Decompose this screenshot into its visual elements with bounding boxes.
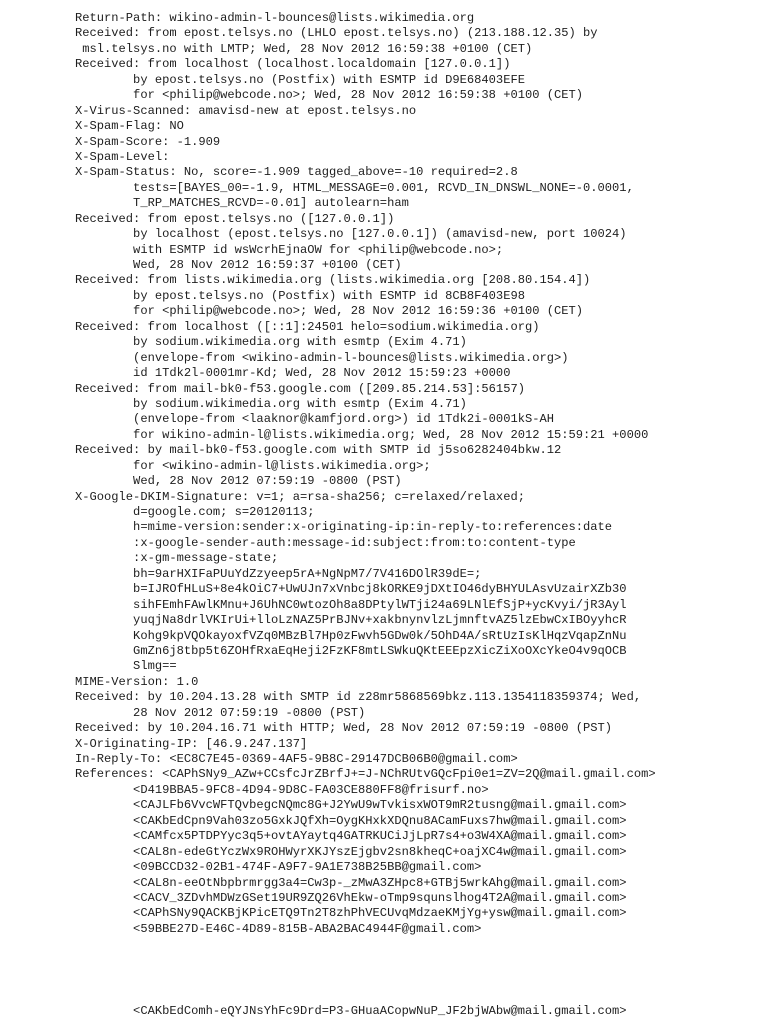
header-line: <59BBE27D-E46C-4D89-815B-ABA2BAC4944F@gmail.com> [75, 921, 482, 936]
header-line: X-Google-DKIM-Signature: v=1; a=rsa-sha256; c=relaxed/relaxed; [75, 489, 525, 504]
header-line: Received: by mail-bk0-f53.google.com with SMTP id j5so6282404bkw.12 [75, 443, 562, 458]
header-line: X-Virus-Scanned: amavisd-new at epost.telsys.no [75, 103, 417, 118]
header-line: Received: from localhost (localhost.localdomain [127.0.0.1]) [75, 57, 511, 72]
references-trailer-line: <CAKbEdComh-eQYJNsYhFc9Drd=P3-GHuaACopwNuP_JF2bjWAbw@mail.gmail.com> [75, 1004, 627, 1018]
header-line: References: <CAPhSNy9_AZw+CCsfcJrZBrfJ+=J-NChRUtvGQcFpi0e1=ZV=2Q@mail.gmail.com> [75, 767, 656, 782]
header-line: <CAMfcx5PTDPYyc3q5+ovtAYaytq4GATRKUCiJjLpR7s4+o3W4XA@mail.gmail.com> [75, 829, 627, 844]
header-line: Received: from mail-bk0-f53.google.com ([209.85.214.53]:56157) [75, 381, 525, 396]
header-line: :x-google-sender-auth:message-id:subject:from:to:content-type [75, 535, 576, 550]
header-line: Received: from localhost ([::1]:24501 helo=sodium.wikimedia.org) [75, 319, 540, 334]
header-line: Received: from epost.telsys.no ([127.0.0.1]) [75, 211, 395, 226]
header-line: (envelope-from <wikino-admin-l-bounces@lists.wikimedia.org>) [75, 350, 569, 365]
header-line: <CAJLFb6VvcWFTQvbegcNQmc8G+J2YwU9wTvkisxWOT9mR2tusng@mail.gmail.com> [75, 798, 627, 813]
header-line: for wikino-admin-l@lists.wikimedia.org; Wed, 28 Nov 2012 15:59:21 +0000 [75, 427, 649, 442]
header-line: X-Spam-Flag: NO [75, 119, 184, 134]
header-line: id 1Tdk2l-0001mr-Kd; Wed, 28 Nov 2012 15:59:23 +0000 [75, 366, 511, 381]
header-line: :x-gm-message-state; [75, 551, 279, 566]
header-line: <CAPhSNy9QACKBjKPicETQ9Tn2T8zhPhVECUvqMdzaeKMjYg+ysw@mail.gmail.com> [75, 906, 627, 921]
header-line: with ESMTP id wsWcrhEjnaOW for <philip@webcode.no>; [75, 242, 504, 257]
header-line: T_RP_MATCHES_RCVD=-0.01] autolearn=ham [75, 196, 409, 211]
header-line: tests=[BAYES_00=-1.9, HTML_MESSAGE=0.001, RCVD_IN_DNSWL_NONE=-0.0001, [75, 180, 634, 195]
header-line: Wed, 28 Nov 2012 16:59:37 +0100 (CET) [75, 258, 402, 272]
header-line: yuqjNa8drlVKIrUi+lloLzNAZ5PrBJNv+xakbnynvlzLjmnftvAZ5lzEbwCxIBOyyhcR [75, 613, 627, 628]
header-line: <CACV_3ZDvhMDWzGSet19UR9ZQ26VhEkw-oTmp9squnslhog4T2A@mail.gmail.com> [75, 890, 627, 905]
header-line: Received: from lists.wikimedia.org (lists.wikimedia.org [208.80.154.4]) [75, 273, 591, 288]
header-line: Kohg9kpVQOkayoxfVZq0MBzBl7Hp0zFwvh5GDw0k/5OhD4A/sRtUzIsKlHqzVqapZnNu [75, 628, 627, 643]
header-line: by epost.telsys.no (Postfix) with ESMTP id D9E68403EFE [75, 72, 525, 87]
header-line: d=google.com; s=20120113; [75, 505, 315, 519]
header-line: MIME-Version: 1.0 [75, 674, 199, 689]
header-line: for <wikino-admin-l@lists.wikimedia.org>; [75, 458, 431, 473]
header-line: <CAL8n-eeOtNbpbrmrgg3a4=Cw3p-_zMwA3ZHpc8+GTBj5wrkAhg@mail.gmail.com> [75, 875, 627, 890]
header-line: Received: by 10.204.13.28 with SMTP id z28mr5868569bkz.113.1354118359374; Wed, [75, 690, 642, 705]
header-line: msl.telsys.no with LMTP; Wed, 28 Nov 2012 16:59:38 +0100 (CET) [75, 41, 533, 56]
email-header-block [75, 11, 656, 937]
header-line: <D419BBA5-9FC8-4D94-9D8C-FA03CE880FF8@frisurf.no> [75, 782, 489, 797]
header-line: b=IJROfHLuS+8e4kOiC7+UwUJn7xVnbcj8kORKE9jDXtIO46dyBHYULAsvUzairXZb30 [75, 582, 627, 597]
header-line: for <philip@webcode.no>; Wed, 28 Nov 2012 16:59:36 +0100 (CET) [75, 304, 584, 319]
header-line: Received: by 10.204.16.71 with HTTP; Wed, 28 Nov 2012 07:59:19 -0800 (PST) [75, 721, 613, 736]
header-line: by localhost (epost.telsys.no [127.0.0.1]) (amavisd-new, port 10024) [75, 227, 627, 242]
header-line: Slmg== [75, 659, 177, 674]
header-line: <09BCCD32-02B1-474F-A9F7-9A1E738B25BB@gmail.com> [75, 860, 482, 875]
header-line: X-Spam-Score: -1.909 [75, 134, 221, 149]
header-line: by sodium.wikimedia.org with esmtp (Exim 4.71) [75, 396, 467, 411]
header-line: X-Originating-IP: [46.9.247.137] [75, 736, 308, 751]
header-line: Return-Path: wikino-admin-l-bounces@lists.wikimedia.org [75, 11, 475, 25]
header-line: 28 Nov 2012 07:59:19 -0800 (PST) [75, 705, 366, 720]
header-line: (envelope-from <laaknor@kamfjord.org>) id 1Tdk2i-0001kS-AH [75, 412, 554, 427]
header-line: for <philip@webcode.no>; Wed, 28 Nov 2012 16:59:38 +0100 (CET) [75, 88, 584, 103]
header-line: <CAL8n-edeGtYczWx9ROHWyrXKJYszEjgbv2sn8kheqC+oajXC4w@mail.gmail.com> [75, 844, 627, 859]
header-line: X-Spam-Status: No, score=-1.909 tagged_above=-10 required=2.8 [75, 165, 518, 180]
header-line: In-Reply-To: <EC8C7E45-0369-4AF5-9B8C-29147DCB06B0@gmail.com> [75, 752, 518, 766]
header-line: sihFEmhFAwlKMnu+J6UhNC0wtozOh8a8DPtylWTji24a69LNlEfSjP+ycKvyi/jR3Ayl [75, 597, 627, 612]
header-line: h=mime-version:sender:x-originating-ip:in-reply-to:references:date [75, 520, 613, 535]
header-line: Received: from epost.telsys.no (LHLO epost.telsys.no) (213.188.12.35) by [75, 26, 598, 41]
header-line: bh=9arHXIFaPUuYdZzyeep5rA+NgNpM7/7V416DOlR39dE=; [75, 566, 482, 581]
header-line: by sodium.wikimedia.org with esmtp (Exim 4.71) [75, 335, 467, 350]
header-line: by epost.telsys.no (Postfix) with ESMTP id 8CB8F403E98 [75, 288, 525, 303]
header-line: GmZn6j8tbp5t6ZOHfRxaEqHeji2FzKF8mtLSWkuQKtEEEpzXicZiXoOXcYkeO4v9qOCB [75, 643, 627, 658]
header-line: <CAKbEdCpn9Vah03zo5GxkJQfXh=OygKHxkXDQnu8ACamFuxs7hw@mail.gmail.com> [75, 813, 627, 828]
header-line: Wed, 28 Nov 2012 07:59:19 -0800 (PST) [75, 474, 402, 489]
header-line: X-Spam-Level: [75, 149, 170, 164]
